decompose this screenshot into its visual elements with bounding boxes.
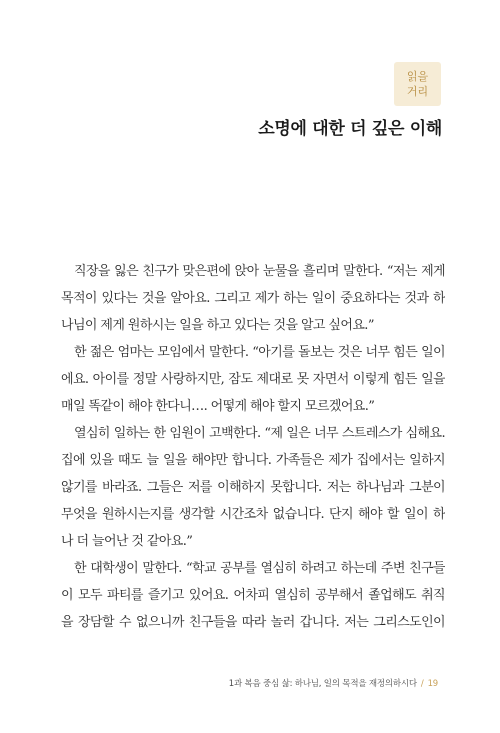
- paragraph-line: 에요. 아이를 정말 사랑하지만, 잠도 제대로 못 자면서 이렇게 힘든 일을: [61, 372, 445, 387]
- footer-chapter: 1과 복음 중심 삶: 하나님, 일의 목적을 재정의하시다: [228, 679, 417, 689]
- page-footer: [229, 677, 438, 689]
- paragraph-line: 나님이 제게 원하시는 일을 하고 있다는 것을 알고 싶어요.”: [61, 318, 374, 333]
- paragraph-line: 이 모두 파티를 즐기고 있어요. 어차피 열심히 공부해서 졸업해도 취직: [61, 588, 445, 603]
- paragraph-line: 않기를 바라죠. 그들은 저를 이해하지 못합니다. 저는 하나님과 그분이: [61, 480, 445, 495]
- paragraph-line: 한 젊은 엄마는 모임에서 말한다. “아기를 돌보는 것은 너무 힘든 일이: [74, 345, 445, 360]
- badge-line-2: 거리: [406, 85, 429, 98]
- paragraph-line: 무엇을 원하시는지를 생각할 시간조차 없습니다. 단지 해야 할 일이 하: [61, 507, 445, 522]
- paragraph-line: 집에 있을 때도 늘 일을 해야만 합니다. 가족들은 제가 집에서는 일하지: [61, 453, 445, 468]
- badge-line-1: 읽을: [406, 70, 429, 83]
- body-text: [61, 258, 445, 636]
- paragraph-line: 직장을 잃은 친구가 맞은편에 앉아 눈물을 흘리며 말한다. “저는 제게: [74, 264, 445, 279]
- paragraph-line: 매일 똑같이 해야 한다니…. 어떻게 해야 할지 모르겠어요.”: [61, 399, 375, 414]
- reading-badge: [394, 62, 441, 106]
- footer-separator: /: [420, 679, 424, 689]
- paragraph-line: 열심히 일하는 한 임원이 고백한다. “제 일은 너무 스트레스가 심해요.: [74, 426, 445, 441]
- paragraph-line: 한 대학생이 말한다. “학교 공부를 열심히 하려고 하는데 주변 친구들: [74, 561, 445, 576]
- paragraph-line: 목적이 있다는 것을 알아요. 그리고 제가 하는 일이 중요하다는 것과 하: [61, 291, 445, 306]
- page-number: 19: [427, 679, 438, 689]
- paragraph-line: 을 장담할 수 없으니까 친구들을 따라 놀러 갑니다. 저는 그리스도인이: [61, 615, 445, 630]
- section-title: 소명에 대한 더 깊은 이해: [258, 119, 442, 139]
- paragraph-line: 나 더 늘어난 것 같아요.”: [61, 534, 193, 549]
